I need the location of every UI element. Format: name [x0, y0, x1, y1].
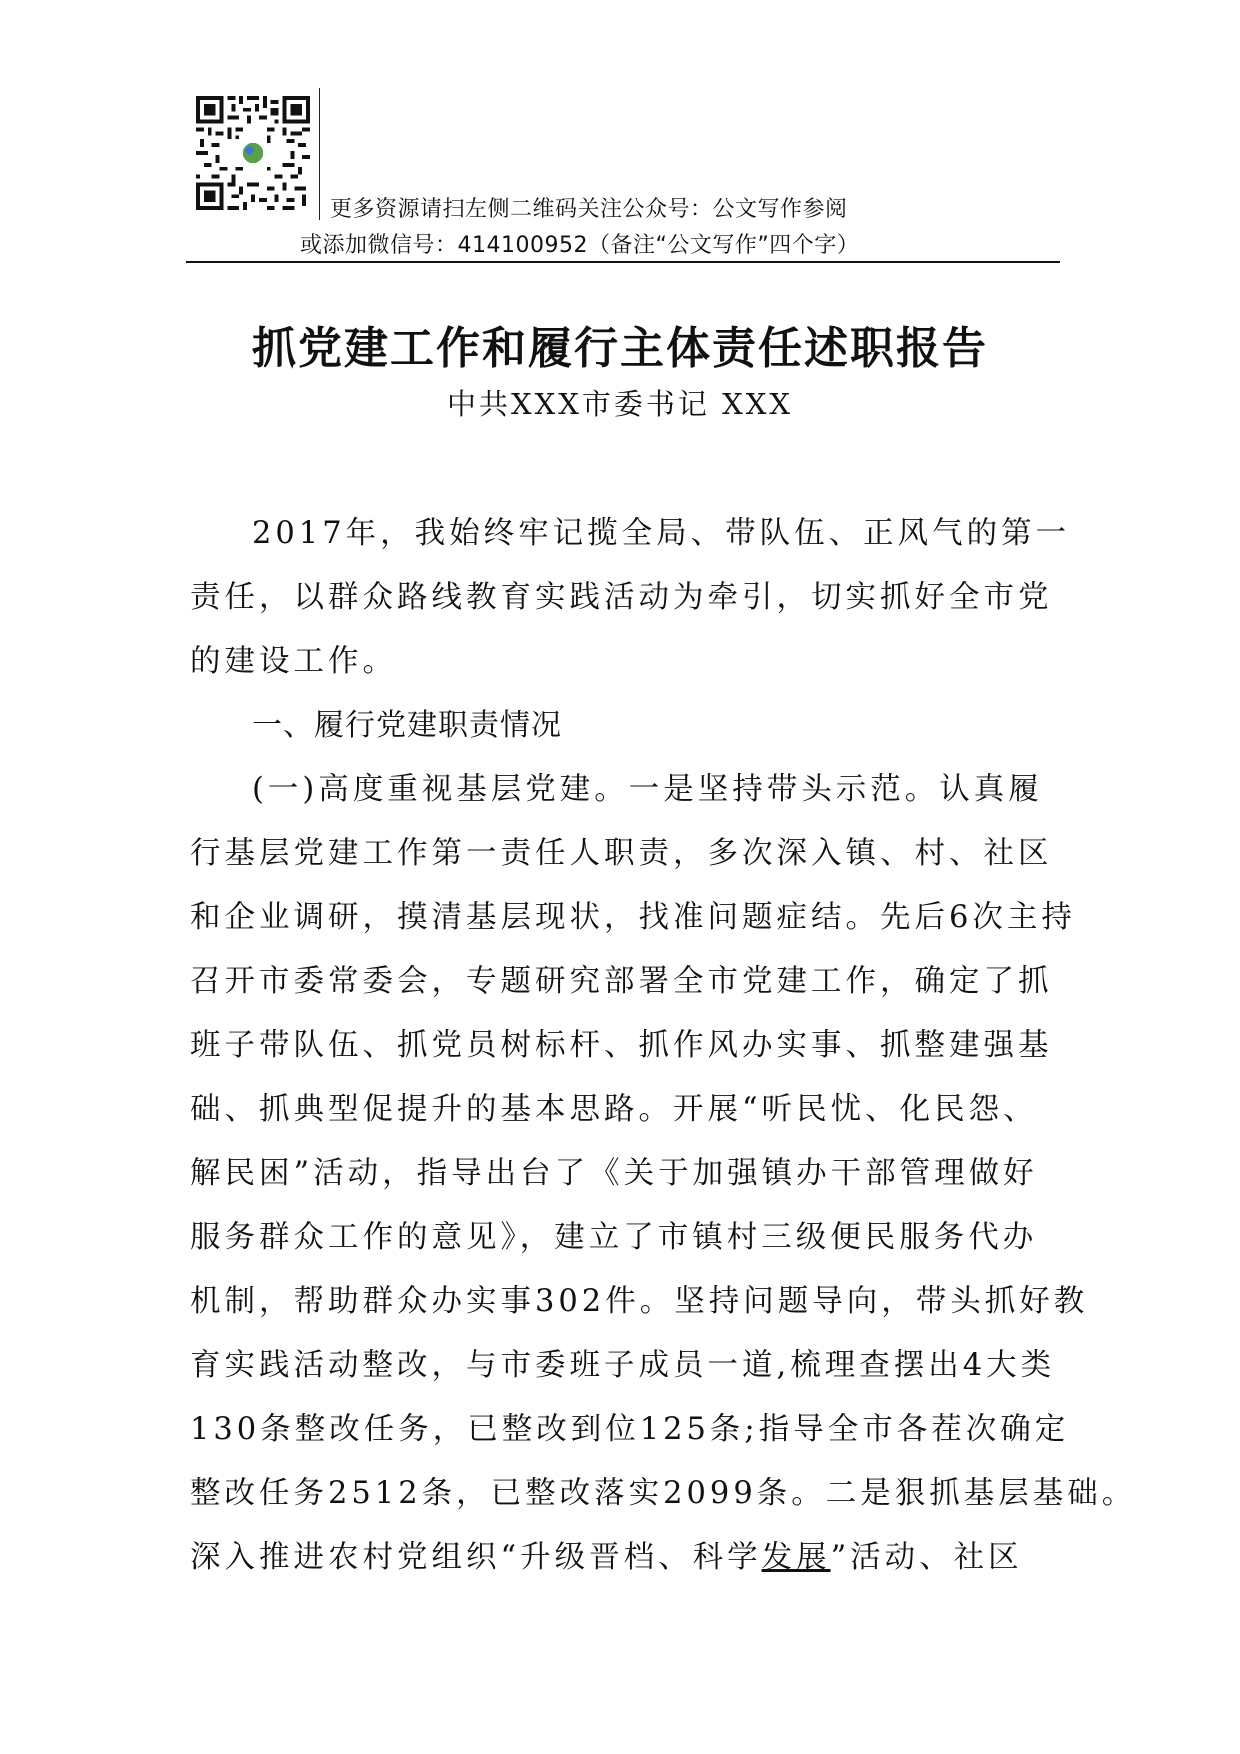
- header-rule: [186, 261, 1060, 263]
- paragraph-line: 责任，以群众路线教育实践活动为牵引，切实抓好全市党: [190, 580, 1053, 615]
- qr-code-icon: [196, 96, 310, 210]
- header-promo-text: 更多资源请扫左侧二维码关注公众号：公文写作参阅: [330, 197, 848, 222]
- paragraph-line: 础、抓典型促提升的基本思路。开展“听民忧、化民怨、: [190, 1092, 1038, 1127]
- paragraph-line: 解民困”活动，指导出台了《关于加强镇办干部管理做好: [190, 1156, 1038, 1191]
- underlined-link-text[interactable]: 发展: [761, 1540, 831, 1575]
- paragraph-line: 和企业调研，摸清基层现状，找准问题症结。先后6次主持: [190, 900, 1076, 935]
- paragraph-line: 育实践活动整改，与市委班子成员一道,梳理查摆出4大类: [190, 1348, 1056, 1383]
- header-wechat-text: 或添加微信号：414100952（备注“公文写作”四个字）: [300, 233, 860, 258]
- section-heading: 一、履行党建职责情况: [252, 708, 562, 743]
- paragraph-line: 行基层党建工作第一责任人职责，多次深入镇、村、社区: [190, 836, 1053, 871]
- paragraph-line: 整改任务2512条，已整改落实2099条。二是狠抓基层基础。: [190, 1476, 1137, 1511]
- paragraph-line: 召开市委常委会，专题研究部署全市党建工作，确定了抓: [190, 964, 1053, 999]
- paragraph-line: [190, 1532, 1023, 1576]
- paragraph-line: (一)高度重视基层党建。一是坚持带头示范。认真履: [252, 772, 1043, 807]
- paragraph-line: 机制，帮助群众办实事302件。坚持问题导向，带头抓好教: [190, 1284, 1089, 1319]
- paragraph-line: 的建设工作。: [190, 644, 397, 679]
- line-text: 深入推进农村党组织“升级晋档、科学: [190, 1540, 762, 1575]
- document-title: 抓党建工作和履行主体责任述职报告: [252, 323, 988, 374]
- paragraph-line: 班子带队伍、抓党员树标杆、抓作风办实事、抓整建强基: [190, 1028, 1053, 1063]
- document-author: 中共XXX市委书记 XXX: [446, 387, 794, 421]
- header-divider-vertical: [319, 88, 320, 220]
- paragraph-line: 2017年，我始终牢记揽全局、带队伍、正风气的第一: [252, 516, 1071, 551]
- paragraph-line: 服务群众工作的意见》，建立了市镇村三级便民服务代办: [190, 1220, 1038, 1255]
- line-text: ”活动、社区: [830, 1540, 1023, 1575]
- paragraph-line: 130条整改任务，已整改到位125条;指导全市各茬次确定: [190, 1412, 1070, 1447]
